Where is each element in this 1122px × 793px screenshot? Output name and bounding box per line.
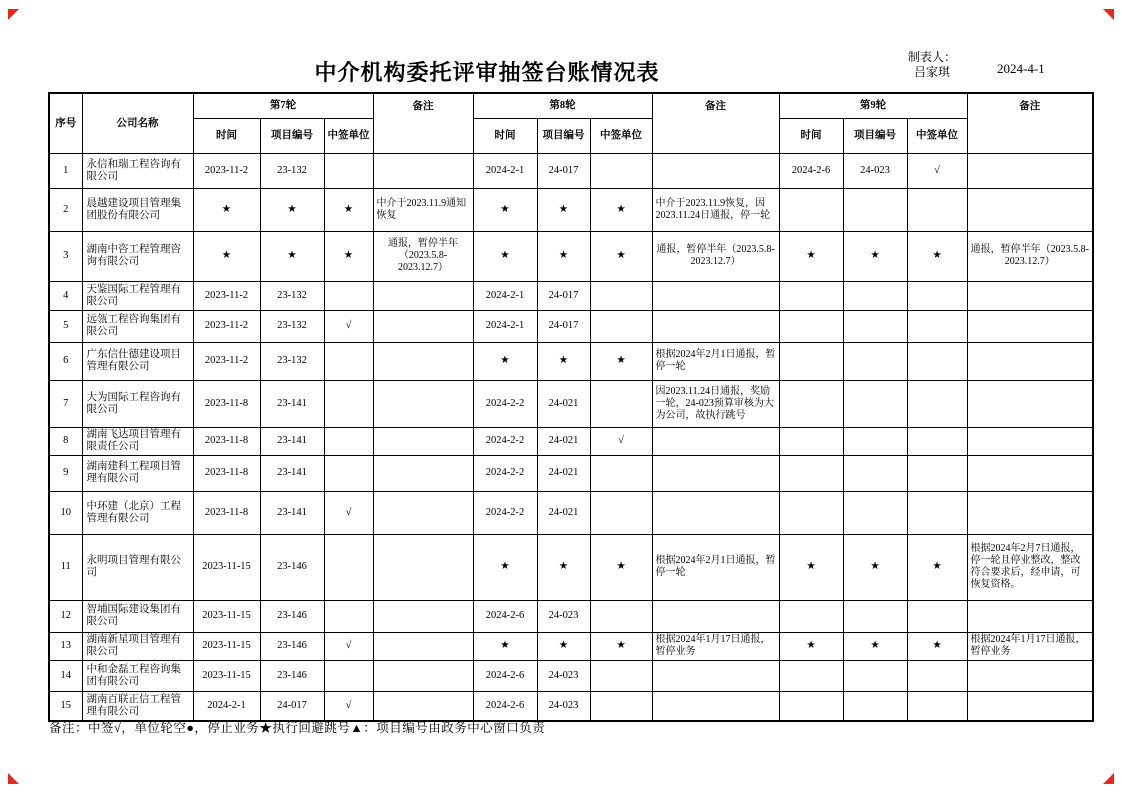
round8-remark-cell: 根据2024年1月17日通报，暂停业务 [652,632,779,660]
header-seq: 序号 [49,93,82,153]
preparer-block [896,50,968,80]
round7-winner-cell: ★ [324,231,373,281]
round7-project-cell: 23-146 [260,534,324,600]
round8-project-cell: 24-021 [537,380,590,427]
round9-time-cell: ★ [779,231,843,281]
round9-remark-cell: 根据2024年1月17日通报，暂停业务 [967,632,1093,660]
round8-winner-cell [590,660,652,691]
round7-time-cell: 2023-11-2 [193,153,260,188]
round8-remark-cell [652,281,779,310]
round7-winner-cell [324,281,373,310]
round8-time-cell: 2024-2-2 [473,427,537,455]
corner-marker-top-right [1103,9,1114,20]
round7-project-cell: ★ [260,231,324,281]
round8-time-cell: 2024-2-6 [473,660,537,691]
round9-time-cell [779,491,843,534]
round8-winner-cell [590,281,652,310]
header-round9-winner: 中签单位 [907,118,967,153]
round9-remark-cell [967,455,1093,491]
round9-time-cell [779,310,843,342]
table-row [49,310,1093,342]
round7-winner-cell: √ [324,632,373,660]
round7-remark-cell [373,691,473,721]
round7-remark-cell: 中介于2023.11.9通知恢复 [373,188,473,231]
header-round9-time: 时间 [779,118,843,153]
round7-project-cell: 23-132 [260,342,324,380]
round7-remark-cell [373,427,473,455]
round9-winner-cell [907,491,967,534]
company-name-cell: 湖南建科工程项目管理有限公司 [82,455,193,491]
round8-time-cell: 2024-2-2 [473,380,537,427]
round7-remark-cell [373,600,473,632]
round9-winner-cell: √ [907,153,967,188]
round9-winner-cell [907,188,967,231]
round7-winner-cell [324,600,373,632]
round9-remark-cell [967,153,1093,188]
round7-winner-cell: √ [324,691,373,721]
table-row [49,342,1093,380]
round9-time-cell [779,455,843,491]
round9-project-cell [843,342,907,380]
legend-note: 备注：中签√，单位轮空●，停止业务★执行回避跳号▲：项目编号由政务中心窗口负责 [49,721,546,735]
preparer-name: 吕家琪 [913,65,950,79]
round8-time-cell: 2024-2-2 [473,455,537,491]
row-number-cell: 14 [49,660,82,691]
round7-winner-cell: ★ [324,188,373,231]
round7-project-cell: 23-141 [260,455,324,491]
header-round7: 第7轮 [193,93,373,118]
round7-time-cell: 2023-11-15 [193,632,260,660]
table-row [49,153,1093,188]
round9-time-cell [779,600,843,632]
round8-remark-cell: 根据2024年2月1日通报，暂停一轮 [652,534,779,600]
round7-time-cell: 2023-11-15 [193,600,260,632]
header-remark-round8: 备注 [652,93,779,153]
round8-remark-cell: 通报，暂停半年（2023.5.8-2023.12.7） [652,231,779,281]
round8-remark-cell: 根据2024年2月1日通报，暂停一轮 [652,342,779,380]
round9-winner-cell [907,380,967,427]
round7-remark-cell [373,455,473,491]
round9-project-cell: ★ [843,231,907,281]
round7-time-cell: 2023-11-8 [193,455,260,491]
round7-winner-cell [324,534,373,600]
table-row [49,691,1093,721]
round9-time-cell [779,427,843,455]
round9-winner-cell: ★ [907,632,967,660]
round7-time-cell: 2024-2-1 [193,691,260,721]
table-row [49,188,1093,231]
page-title: 中介机构委托评审抽签台账情况表 [314,60,660,85]
round7-project-cell: 23-141 [260,427,324,455]
round8-remark-cell: 因2023.11.24日通报，奖励一轮，24-023预算审核为大为公司，故执行跳号 [652,380,779,427]
round7-project-cell: ★ [260,188,324,231]
row-number-cell: 1 [49,153,82,188]
round7-remark-cell [373,534,473,600]
header-row-top [49,93,1093,118]
table-row [49,660,1093,691]
company-name-cell: 中环建（北京）工程管理有限公司 [82,491,193,534]
round8-remark-cell [652,310,779,342]
round8-time-cell: 2024-2-1 [473,153,537,188]
round7-remark-cell [373,491,473,534]
round9-remark-cell [967,380,1093,427]
round8-remark-cell [652,660,779,691]
round7-time-cell: 2023-11-2 [193,342,260,380]
round8-winner-cell: √ [590,427,652,455]
round7-project-cell: 23-132 [260,310,324,342]
round9-time-cell [779,691,843,721]
round9-winner-cell [907,660,967,691]
round9-project-cell [843,660,907,691]
round7-remark-cell [373,342,473,380]
round7-remark-cell [373,660,473,691]
table-row [49,380,1093,427]
round8-winner-cell [590,491,652,534]
header-round8-winner: 中签单位 [590,118,652,153]
ledger-table-wrap [48,92,1094,722]
round9-project-cell [843,380,907,427]
round7-winner-cell [324,660,373,691]
round8-winner-cell: ★ [590,632,652,660]
table-body [49,153,1093,721]
round7-remark-cell [373,310,473,342]
round7-remark-cell [373,281,473,310]
round8-remark-cell [652,600,779,632]
header-company: 公司名称 [82,93,193,153]
round7-time-cell: 2023-11-15 [193,660,260,691]
round9-project-cell [843,281,907,310]
table-row [49,600,1093,632]
round9-project-cell [843,455,907,491]
table-header [49,93,1093,153]
table-row [49,281,1093,310]
round9-remark-cell [967,491,1093,534]
round9-time-cell [779,660,843,691]
round9-time-cell: 2024-2-6 [779,153,843,188]
round9-remark-cell: 根据2024年2月7日通报，停一轮且停业整改，整改符合要求后，经申请，可恢复资格。 [967,534,1093,600]
company-name-cell: 大为国际工程咨询有限公司 [82,380,193,427]
round8-time-cell: 2024-2-2 [473,491,537,534]
round9-remark-cell [967,310,1093,342]
round8-project-cell: 24-021 [537,455,590,491]
round8-winner-cell [590,691,652,721]
row-number-cell: 5 [49,310,82,342]
company-name-cell: 永明项目管理有限公司 [82,534,193,600]
round9-time-cell: ★ [779,534,843,600]
round9-project-cell [843,491,907,534]
round9-project-cell [843,600,907,632]
round8-winner-cell [590,153,652,188]
preparer-label: 制表人： [907,50,956,64]
company-name-cell: 湖南飞达项目管理有限责任公司 [82,427,193,455]
company-name-cell: 湖南新星项目管理有限公司 [82,632,193,660]
header-round9: 第9轮 [779,93,967,118]
round9-winner-cell [907,342,967,380]
round7-winner-cell [324,427,373,455]
header-round7-time: 时间 [193,118,260,153]
round8-project-cell: ★ [537,632,590,660]
round8-time-cell: ★ [473,534,537,600]
table-row [49,632,1093,660]
round7-time-cell: 2023-11-8 [193,380,260,427]
round7-winner-cell [324,153,373,188]
table-row [49,491,1093,534]
round8-time-cell: 2024-2-1 [473,310,537,342]
company-name-cell: 湖南中咨工程管理咨询有限公司 [82,231,193,281]
table-row [49,534,1093,600]
round7-project-cell: 24-017 [260,691,324,721]
round9-project-cell [843,427,907,455]
round7-remark-cell: 通报，暂停半年（2023.5.8-2023.12.7） [373,231,473,281]
round9-winner-cell [907,691,967,721]
round7-remark-cell [373,153,473,188]
report-date: 2024-4-1 [997,61,1045,76]
round8-project-cell: 24-021 [537,491,590,534]
round7-time-cell: 2023-11-2 [193,281,260,310]
round9-project-cell: ★ [843,632,907,660]
round7-project-cell: 23-141 [260,491,324,534]
company-name-cell: 远瓴工程咨询集团有限公司 [82,310,193,342]
round9-remark-cell [967,660,1093,691]
row-number-cell: 6 [49,342,82,380]
round8-time-cell: 2024-2-6 [473,691,537,721]
round9-remark-cell [967,600,1093,632]
round8-project-cell: 24-021 [537,427,590,455]
corner-marker-bottom-right [1103,773,1114,784]
header-remark-round9: 备注 [967,93,1093,153]
table-row [49,427,1093,455]
round9-remark-cell [967,281,1093,310]
round9-winner-cell [907,427,967,455]
round8-winner-cell [590,380,652,427]
round8-project-cell: 24-017 [537,310,590,342]
round9-winner-cell [907,281,967,310]
header-round7-winner: 中签单位 [324,118,373,153]
header-remark-round7: 备注 [373,93,473,153]
round8-project-cell: 24-017 [537,153,590,188]
round9-remark-cell: 通报，暂停半年（2023.5.8-2023.12.7） [967,231,1093,281]
header-round7-project: 项目编号 [260,118,324,153]
round8-remark-cell [652,491,779,534]
round8-winner-cell: ★ [590,188,652,231]
table-row [49,231,1093,281]
round9-remark-cell [967,427,1093,455]
round8-time-cell: ★ [473,632,537,660]
company-name-cell: 中和金磊工程咨询集团有限公司 [82,660,193,691]
row-number-cell: 7 [49,380,82,427]
round9-project-cell [843,188,907,231]
row-number-cell: 13 [49,632,82,660]
company-name-cell: 永信和瑞工程咨询有限公司 [82,153,193,188]
round9-time-cell [779,281,843,310]
ledger-table [48,92,1094,722]
corner-marker-bottom-left [8,773,19,784]
round8-time-cell: ★ [473,188,537,231]
round8-project-cell: 24-017 [537,281,590,310]
round8-winner-cell [590,600,652,632]
round8-remark-cell [652,691,779,721]
round8-project-cell: ★ [537,188,590,231]
round8-remark-cell [652,153,779,188]
round8-project-cell: ★ [537,342,590,380]
round9-remark-cell [967,691,1093,721]
round7-winner-cell [324,342,373,380]
round7-time-cell: 2023-11-8 [193,491,260,534]
round7-project-cell: 23-132 [260,153,324,188]
company-name-cell: 广东信仕德建设项目管理有限公司 [82,342,193,380]
round9-project-cell [843,691,907,721]
round9-time-cell [779,188,843,231]
round8-winner-cell: ★ [590,534,652,600]
round7-project-cell: 23-146 [260,632,324,660]
round8-winner-cell: ★ [590,342,652,380]
row-number-cell: 11 [49,534,82,600]
round8-project-cell: ★ [537,534,590,600]
row-number-cell: 9 [49,455,82,491]
round8-winner-cell [590,455,652,491]
header-round8: 第8轮 [473,93,652,118]
row-number-cell: 12 [49,600,82,632]
table-row [49,455,1093,491]
round7-winner-cell: √ [324,491,373,534]
round7-project-cell: 23-141 [260,380,324,427]
round8-time-cell: 2024-2-1 [473,281,537,310]
header-round9-project: 项目编号 [843,118,907,153]
round7-time-cell: ★ [193,231,260,281]
round7-project-cell: 23-146 [260,600,324,632]
round8-time-cell: ★ [473,231,537,281]
round7-time-cell: 2023-11-8 [193,427,260,455]
round8-time-cell: ★ [473,342,537,380]
round8-remark-cell: 中介于2023.11.9恢复，因2023.11.24日通报，停一轮 [652,188,779,231]
round7-time-cell: ★ [193,188,260,231]
round9-time-cell: ★ [779,632,843,660]
row-number-cell: 4 [49,281,82,310]
round8-winner-cell: ★ [590,231,652,281]
row-number-cell: 2 [49,188,82,231]
round8-winner-cell [590,310,652,342]
row-number-cell: 10 [49,491,82,534]
round8-project-cell: ★ [537,231,590,281]
row-number-cell: 3 [49,231,82,281]
header-row-sub [49,118,1093,153]
round7-project-cell: 23-146 [260,660,324,691]
round9-winner-cell: ★ [907,534,967,600]
company-name-cell: 天鉴国际工程管理有限公司 [82,281,193,310]
round9-winner-cell [907,455,967,491]
round7-time-cell: 2023-11-2 [193,310,260,342]
round7-time-cell: 2023-11-15 [193,534,260,600]
round7-winner-cell [324,455,373,491]
round9-time-cell [779,380,843,427]
round7-project-cell: 23-132 [260,281,324,310]
round9-project-cell: ★ [843,534,907,600]
round8-project-cell: 24-023 [537,691,590,721]
company-name-cell: 智埔国际建设集团有限公司 [82,600,193,632]
round9-project-cell [843,310,907,342]
row-number-cell: 15 [49,691,82,721]
round8-project-cell: 24-023 [537,600,590,632]
round8-time-cell: 2024-2-6 [473,600,537,632]
round9-remark-cell [967,342,1093,380]
round9-remark-cell [967,188,1093,231]
round9-winner-cell [907,600,967,632]
round8-project-cell: 24-023 [537,660,590,691]
row-number-cell: 8 [49,427,82,455]
round9-project-cell: 24-023 [843,153,907,188]
round9-winner-cell [907,310,967,342]
round9-time-cell [779,342,843,380]
company-name-cell: 湖南百联正信工程管理有限公司 [82,691,193,721]
round8-remark-cell [652,427,779,455]
company-name-cell: 晨越建设项目管理集团股份有限公司 [82,188,193,231]
corner-marker-top-left [8,9,19,20]
round9-winner-cell: ★ [907,231,967,281]
round7-winner-cell [324,380,373,427]
round7-remark-cell [373,632,473,660]
round7-remark-cell [373,380,473,427]
round7-winner-cell: √ [324,310,373,342]
header-round8-project: 项目编号 [537,118,590,153]
round8-remark-cell [652,455,779,491]
header-round8-time: 时间 [473,118,537,153]
